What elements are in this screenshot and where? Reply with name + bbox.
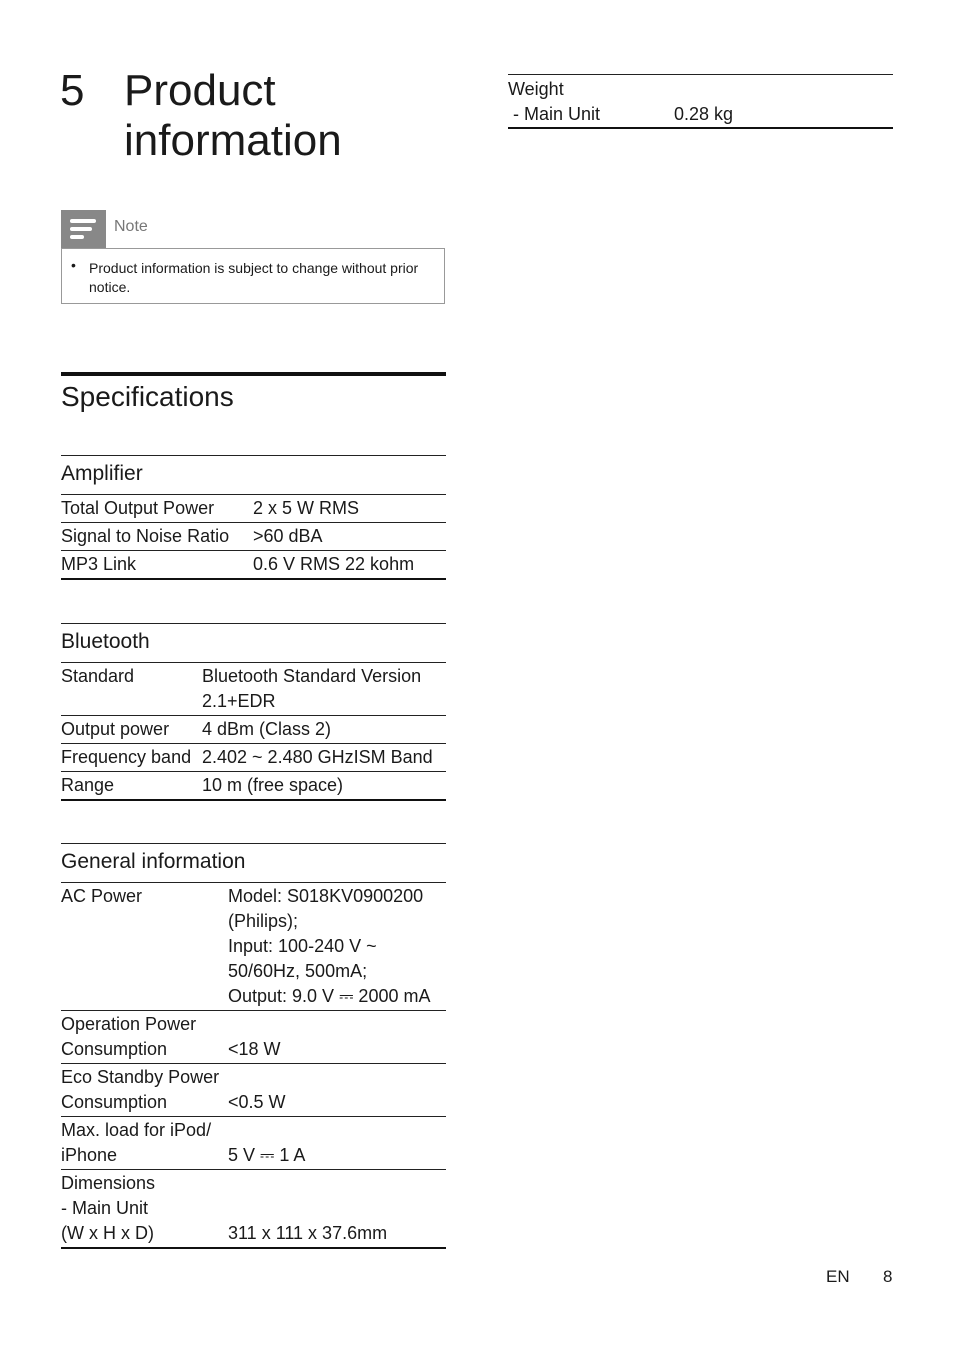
spec-value: 4 dBm (Class 2)	[202, 719, 332, 739]
table-row	[61, 744, 446, 772]
amplifier-table	[61, 495, 446, 580]
chapter-title: Product information	[124, 66, 342, 165]
spec-value: <0.5 W	[228, 1092, 286, 1112]
specifications-rule	[61, 372, 446, 376]
note-text: Product information is subject to change without prior notice.	[89, 260, 419, 295]
table-row	[61, 495, 446, 523]
spec-label: Range	[61, 775, 115, 795]
spec-label: Max. load for iPod/ iPhone	[61, 1120, 212, 1165]
general-information-section	[61, 843, 446, 1249]
spec-value: 10 m (free space)	[202, 775, 344, 795]
general-information-title: General information	[61, 843, 446, 883]
page-number: 8	[883, 1267, 893, 1286]
weight-table	[508, 74, 893, 129]
spec-value: <18 W	[228, 1039, 281, 1059]
table-row	[61, 716, 446, 744]
table-row	[61, 551, 446, 580]
spec-label: Frequency band	[61, 747, 192, 767]
spec-value: 5 V ⎓ 1 A	[228, 1145, 306, 1165]
amplifier-title: Amplifier	[61, 455, 446, 495]
table-row	[61, 1170, 446, 1249]
table-row	[61, 883, 446, 1011]
spec-label: Operation Power Consumption	[61, 1014, 197, 1059]
spec-value: Model: S018KV0900200 (Philips); Input: 100-240 V ~ 50/60Hz, 500mA; Output: 9.0 V ⎓ 2000 mA	[228, 886, 431, 1006]
table-row	[61, 1011, 446, 1064]
table-row	[61, 663, 446, 716]
table-row	[61, 523, 446, 551]
general-information-table	[61, 883, 446, 1249]
spec-value: >60 dBA	[253, 526, 323, 546]
spec-value: 0.6 V RMS 22 kohm	[253, 554, 415, 574]
amplifier-section	[61, 455, 446, 580]
table-row	[61, 1117, 446, 1170]
footer-language: EN	[826, 1267, 850, 1286]
spec-label: Dimensions - Main Unit (W x H x D)	[61, 1173, 156, 1243]
note-bullet: •	[71, 257, 76, 273]
table-row	[61, 772, 446, 801]
spec-label: AC Power	[61, 886, 143, 906]
table-row	[508, 102, 893, 127]
spec-label: Eco Standby Power Consumption	[61, 1067, 220, 1112]
chapter-number: 5	[60, 66, 85, 115]
spec-value: 311 x 111 x 37.6mm	[228, 1223, 388, 1243]
bluetooth-table	[61, 663, 446, 801]
table-row	[61, 1064, 446, 1117]
specifications-title: Specifications	[61, 381, 234, 412]
spec-value: 0.28 kg	[674, 104, 734, 124]
note-icon	[61, 210, 106, 248]
bluetooth-section	[61, 623, 446, 801]
note-label: Note	[114, 218, 148, 235]
spec-label: Total Output Power	[61, 498, 215, 518]
spec-label: MP3 Link	[61, 554, 137, 574]
spec-value: 2 x 5 W RMS	[253, 498, 360, 518]
spec-value: 2.402 ~ 2.480 GHzISM Band	[202, 747, 433, 767]
spec-label: - Main Unit	[508, 104, 601, 124]
table-row	[508, 77, 893, 102]
spec-value: Bluetooth Standard Version 2.1+EDR	[202, 666, 422, 711]
spec-label: Signal to Noise Ratio	[61, 526, 230, 546]
bluetooth-title: Bluetooth	[61, 623, 446, 663]
spec-label: Output power	[61, 719, 170, 739]
spec-label: Standard	[61, 666, 135, 686]
weight-title: Weight	[508, 79, 564, 99]
